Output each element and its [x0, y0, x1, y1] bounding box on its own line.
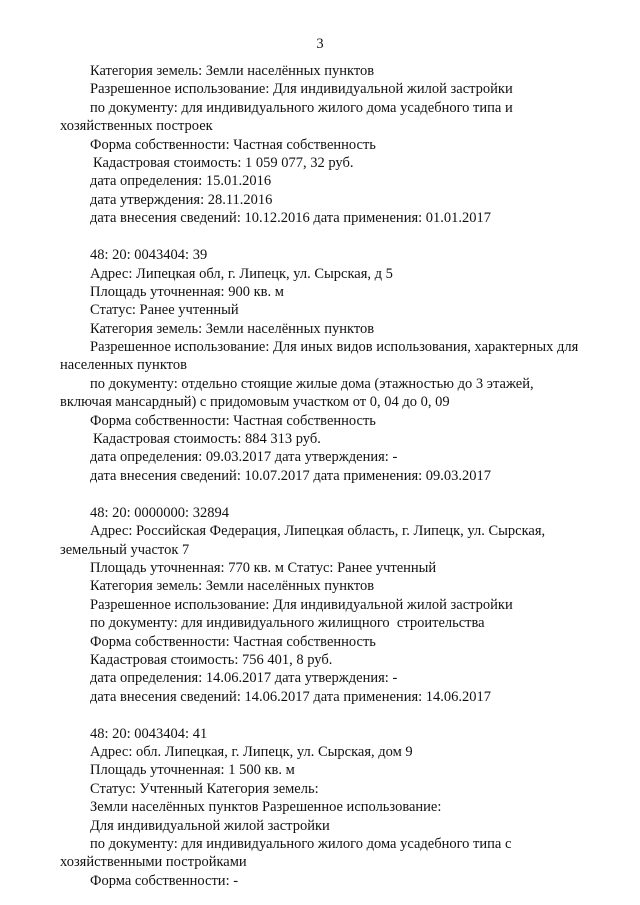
text-line: Площадь уточненная: 770 кв. м Статус: Ранее учтенный — [90, 559, 437, 576]
text-line: по документу: для индивидуального жилищного строительства — [90, 615, 485, 632]
text-line: Адрес: обл. Липецкая, г. Липецк, ул. Сырская, дом 9 — [90, 744, 413, 761]
parcel-record — [60, 246, 606, 485]
text-line: Статус: Учтенный Категория земель: — [90, 780, 319, 797]
text-line: 48: 20: 0043404: 41 — [90, 725, 208, 742]
text-line: по документу: отдельно стоящие жилые дома (этажностью до 3 этажей, — [90, 375, 534, 392]
text-line: по документу: для индивидуального жилого дома усадебного типа с — [90, 836, 512, 853]
text-line: дата внесения сведений: 14.06.2017 дата применения: 14.06.2017 — [90, 688, 492, 705]
text-line: Разрешенное использование: Для индивидуальной жилой застройки — [90, 81, 513, 98]
text-line: Площадь уточненная: 900 кв. м — [90, 283, 284, 300]
text-line: Форма собственности: - — [90, 872, 239, 889]
text-line: дата внесения сведений: 10.12.2016 дата применения: 01.01.2017 — [90, 210, 492, 227]
text-line: Форма собственности: Частная собственность — [90, 633, 376, 650]
text-line: Площадь уточненная: 1 500 кв. м — [90, 762, 295, 779]
text-line: Форма собственности: Частная собственность — [90, 412, 376, 429]
text-line: 48: 20: 0000000: 32894 — [90, 504, 229, 521]
text-line: включая мансардный) с придомовым участком от 0, 04 до 0, 09 — [60, 394, 450, 411]
text-line: Адрес: Российская Федерация, Липецкая область, г. Липецк, ул. Сырская, — [90, 523, 546, 540]
parcel-record — [60, 725, 606, 891]
text-line: Статус: Ранее учтенный — [90, 302, 239, 319]
page-number: 3 — [316, 36, 324, 52]
parcel-record — [60, 62, 606, 228]
text-line: по документу: для индивидуального жилого дома усадебного типа и — [90, 99, 513, 116]
text-line: Земли населённых пунктов Разрешенное использование: — [90, 799, 442, 816]
text-line: Категория земель: Земли населённых пунктов — [90, 578, 375, 595]
parcel-record — [60, 504, 606, 706]
block-gap — [60, 485, 606, 504]
text-line: земельный участок 7 — [60, 541, 190, 558]
text-line: населенных пунктов — [60, 357, 187, 374]
text-line: Форма собственности: Частная собственность — [90, 136, 376, 153]
text-line: Категория земель: Земли населённых пунктов — [90, 63, 375, 79]
text-line: Разрешенное использование: Для иных видов использования, характерных для — [90, 339, 579, 356]
text-line: дата внесения сведений: 10.07.2017 дата применения: 09.03.2017 — [90, 467, 492, 484]
text-line: 48: 20: 0043404: 39 — [90, 247, 208, 264]
text-line: дата утверждения: 28.11.2016 — [90, 191, 273, 208]
text-line: Кадастровая стоимость: 756 401, 8 руб. — [90, 651, 333, 668]
text-line: дата определения: 09.03.2017 дата утверждения: - — [90, 449, 398, 466]
text-line: дата определения: 15.01.2016 — [90, 173, 272, 190]
block-gap — [60, 228, 606, 247]
block-gap — [60, 706, 606, 725]
text-line: дата определения: 14.06.2017 дата утверждения: - — [90, 670, 398, 687]
text-line: Для индивидуальной жилой застройки — [90, 817, 330, 834]
text-line: Кадастровая стоимость: 884 313 руб. — [93, 431, 321, 448]
document-body — [60, 62, 606, 890]
text-line: Адрес: Липецкая обл, г. Липецк, ул. Сырская, д 5 — [90, 265, 393, 282]
text-line: хозяйственных построек — [60, 118, 213, 135]
text-line: Разрешенное использование: Для индивидуальной жилой застройки — [90, 596, 513, 613]
text-line: Категория земель: Земли населённых пунктов — [90, 320, 375, 337]
text-line: хозяйственными постройками — [60, 854, 247, 871]
text-line: Кадастровая стоимость: 1 059 077, 32 руб. — [93, 154, 354, 171]
